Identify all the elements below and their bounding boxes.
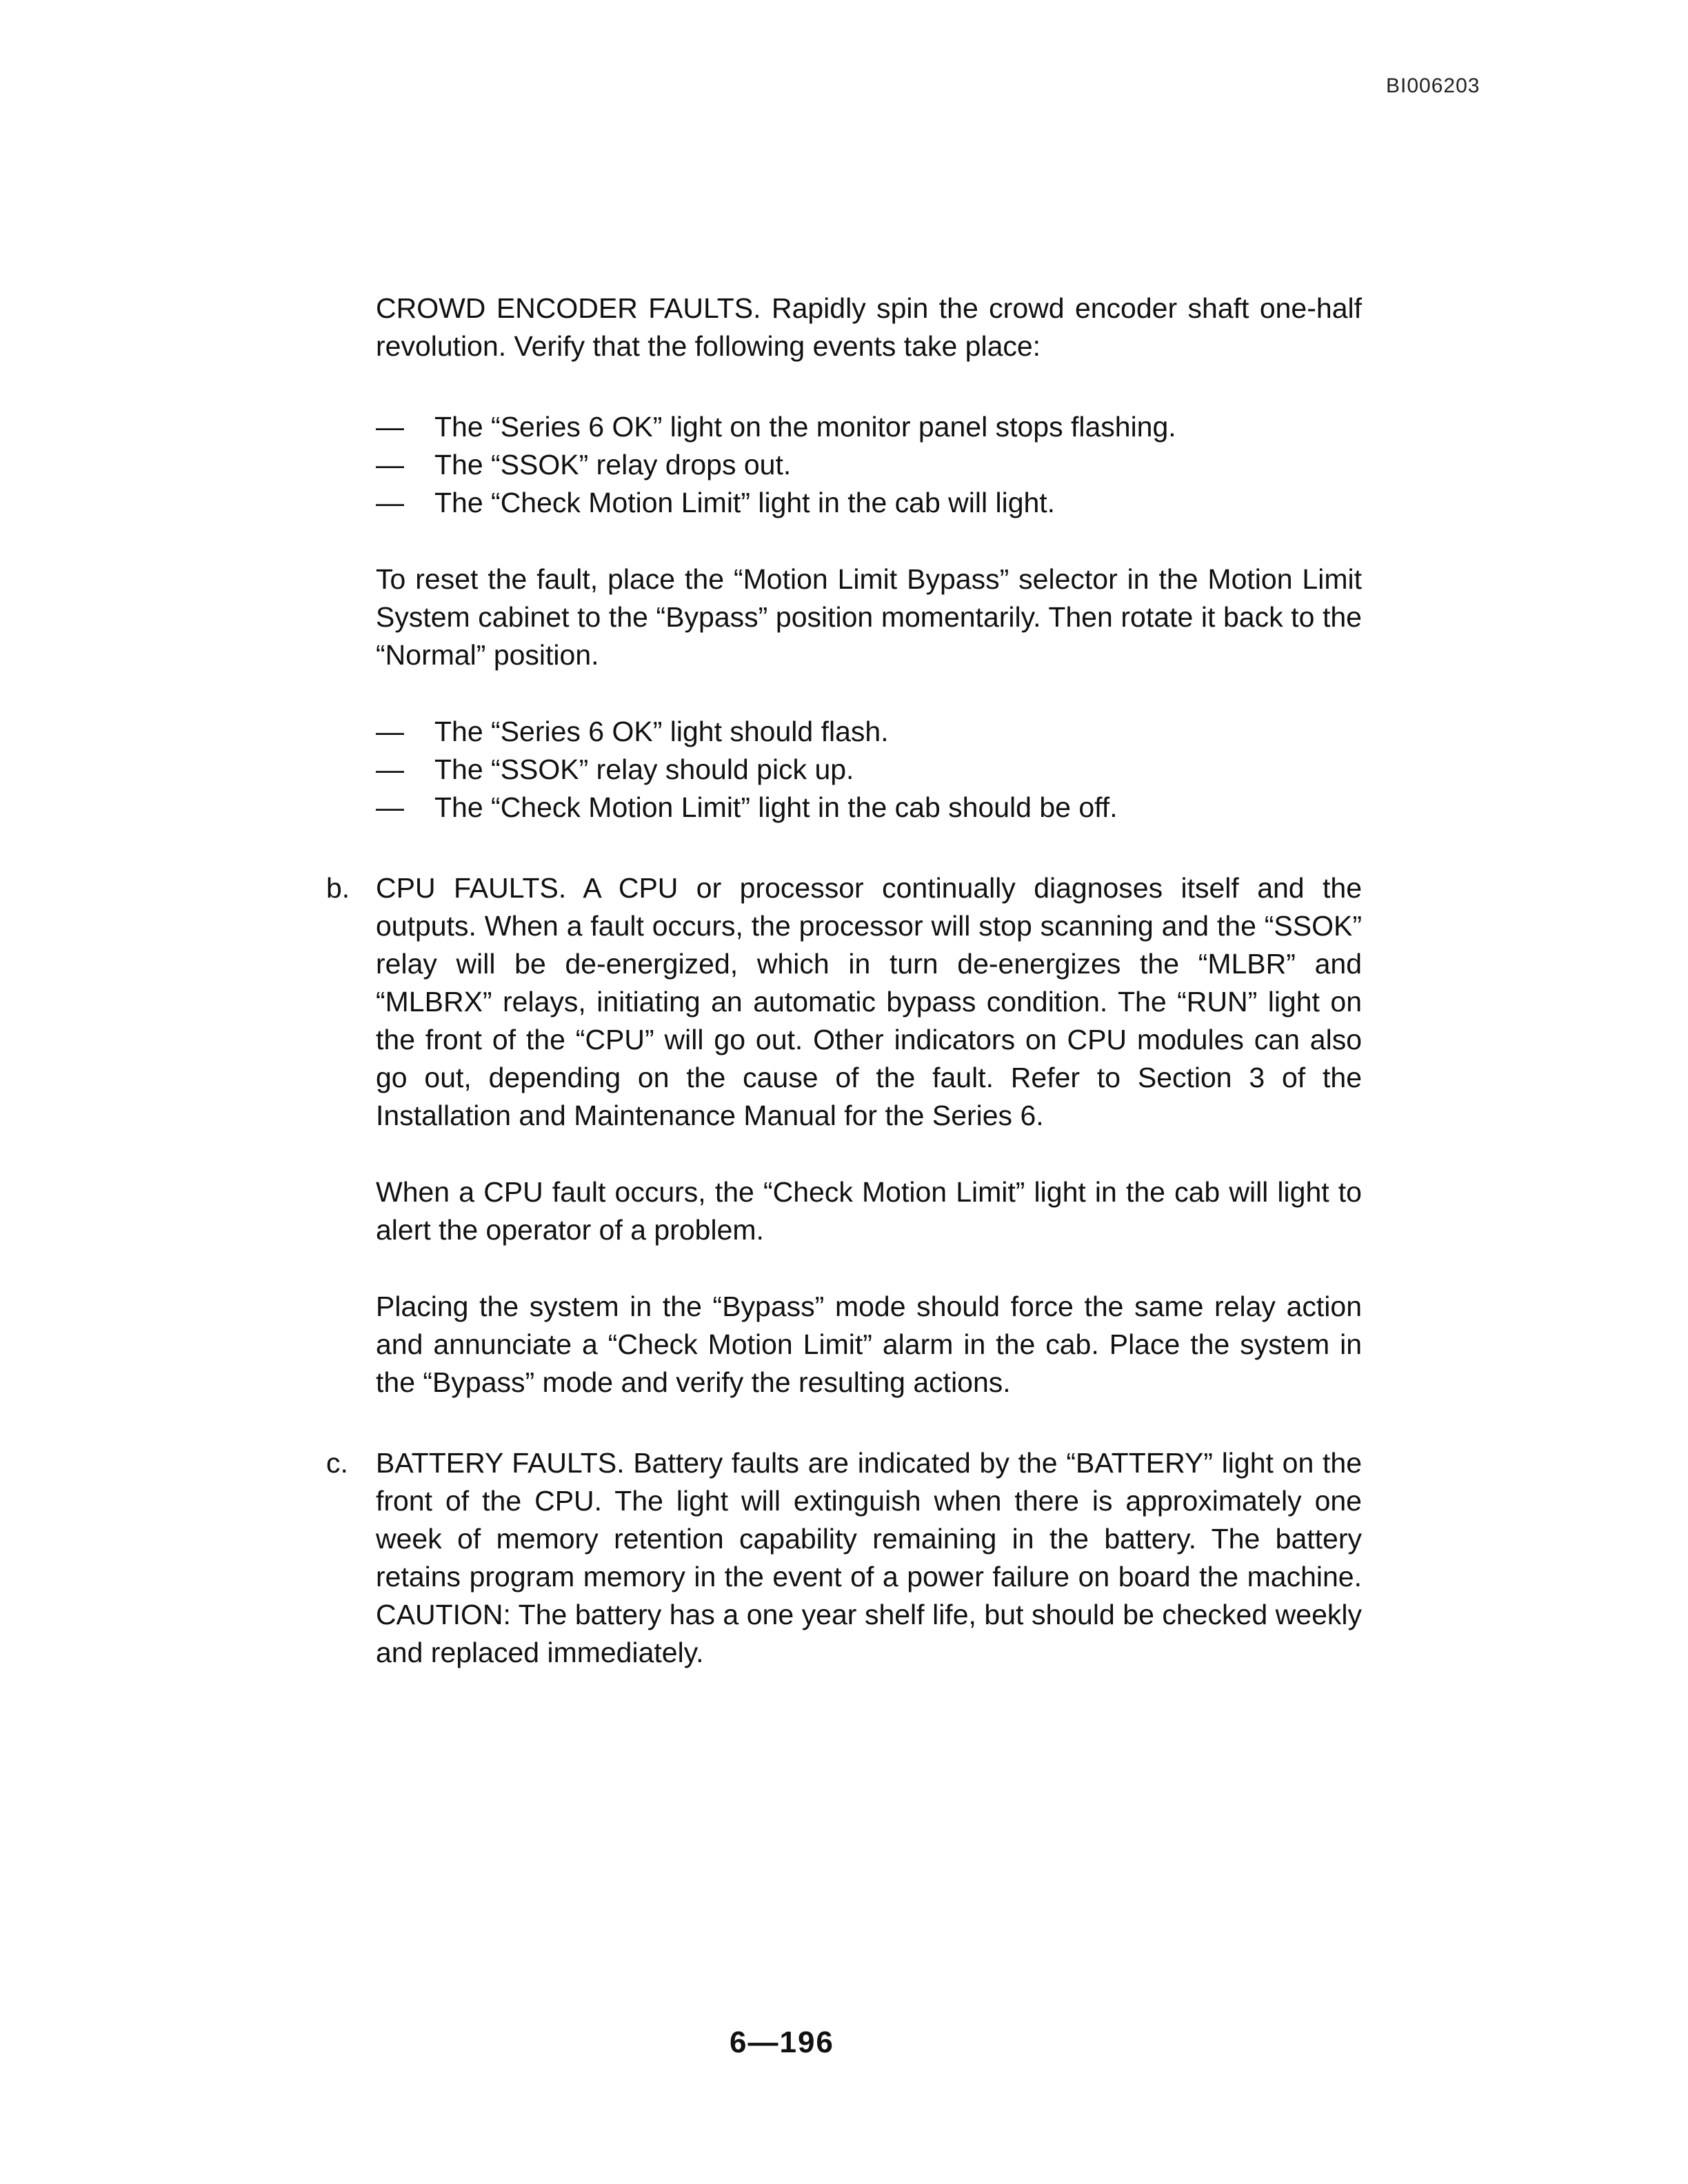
dash-marker: — bbox=[376, 754, 404, 785]
list-item-text: The “Check Motion Limit” light in the cab will light. bbox=[434, 487, 1056, 518]
bypass-mode-paragraph: Placing the system in the “Bypass” mode should force the same relay action and annunciate a “Check Motion Limit” alarm in the cab. Place the system in the “Bypass” mode and verify the resulting actions. bbox=[376, 1291, 1362, 1398]
dash-marker: — bbox=[376, 487, 404, 518]
section-letter: c. bbox=[326, 1447, 348, 1479]
list-item bbox=[376, 446, 1362, 484]
crowd-encoder-intro: CROWD ENCODER FAULTS. Rapidly spin the crowd encoder shaft one-half revolution. Verify that the following events take place: bbox=[376, 292, 1362, 362]
list-item-text: The “SSOK” relay should pick up. bbox=[434, 754, 854, 785]
dash-marker: — bbox=[376, 791, 404, 823]
list-item-text: The “Series 6 OK” light on the monitor panel stops flashing. bbox=[434, 411, 1176, 443]
battery-faults-text: BATTERY FAULTS. Battery faults are indicated by the “BATTERY” light on the front of the CPU. The light will extinguish when there is approximately one week of memory retention capability remaining in the battery. The battery retains program memory in the event of a power failure on board the machine. CAUTION: The battery has a one year shelf life, but should be checked weekly and replaced immediately. bbox=[376, 1447, 1362, 1668]
list-item-text: The “Check Motion Limit” light in the cab should be off. bbox=[434, 791, 1118, 823]
section-letter: b. bbox=[326, 872, 350, 904]
page-content bbox=[326, 290, 1362, 1672]
section-c-battery-faults bbox=[326, 1444, 1362, 1672]
list-item bbox=[376, 408, 1362, 446]
dash-marker: — bbox=[376, 716, 404, 747]
dash-marker: — bbox=[376, 411, 404, 443]
cpu-fault-alert-paragraph: When a CPU fault occurs, the “Check Motion Limit” light in the cab will light to alert the operator of a problem. bbox=[376, 1176, 1362, 1246]
list-item bbox=[376, 789, 1362, 827]
dash-marker: — bbox=[376, 449, 404, 481]
document-id: BI006203 bbox=[1386, 74, 1480, 97]
reset-instructions: To reset the fault, place the “Motion Limit Bypass” selector in the Motion Limit System cabinet to the “Bypass” position momentarily. Then rotate it back to the “Normal” position. bbox=[376, 563, 1362, 671]
list-item-text: The “SSOK” relay drops out. bbox=[434, 449, 792, 481]
cpu-faults-text: CPU FAULTS. A CPU or processor continually diagnoses itself and the outputs. When a fault occurs, the processor will stop scanning and the “SSOK” relay will be de-energized, which in turn de-energizes the “MLBR” and “MLBRX” relays, initiating an automatic bypass condition. The “RUN” light on the front of the “CPU” will go out. Other indicators on CPU modules can also go out, depending on the cause of the fault. Refer to Section 3 of the Installation and Maintenance Manual for the Series 6. bbox=[376, 872, 1362, 1131]
list-item bbox=[376, 713, 1362, 751]
list-item-text: The “Series 6 OK” light should flash. bbox=[434, 716, 889, 747]
after-reset-list bbox=[376, 713, 1362, 827]
crowd-encoder-events-list bbox=[376, 408, 1362, 522]
section-b-cpu-faults bbox=[326, 869, 1362, 1135]
list-item bbox=[376, 484, 1362, 522]
page-number: 6—196 bbox=[730, 2025, 834, 2059]
list-item bbox=[376, 751, 1362, 789]
